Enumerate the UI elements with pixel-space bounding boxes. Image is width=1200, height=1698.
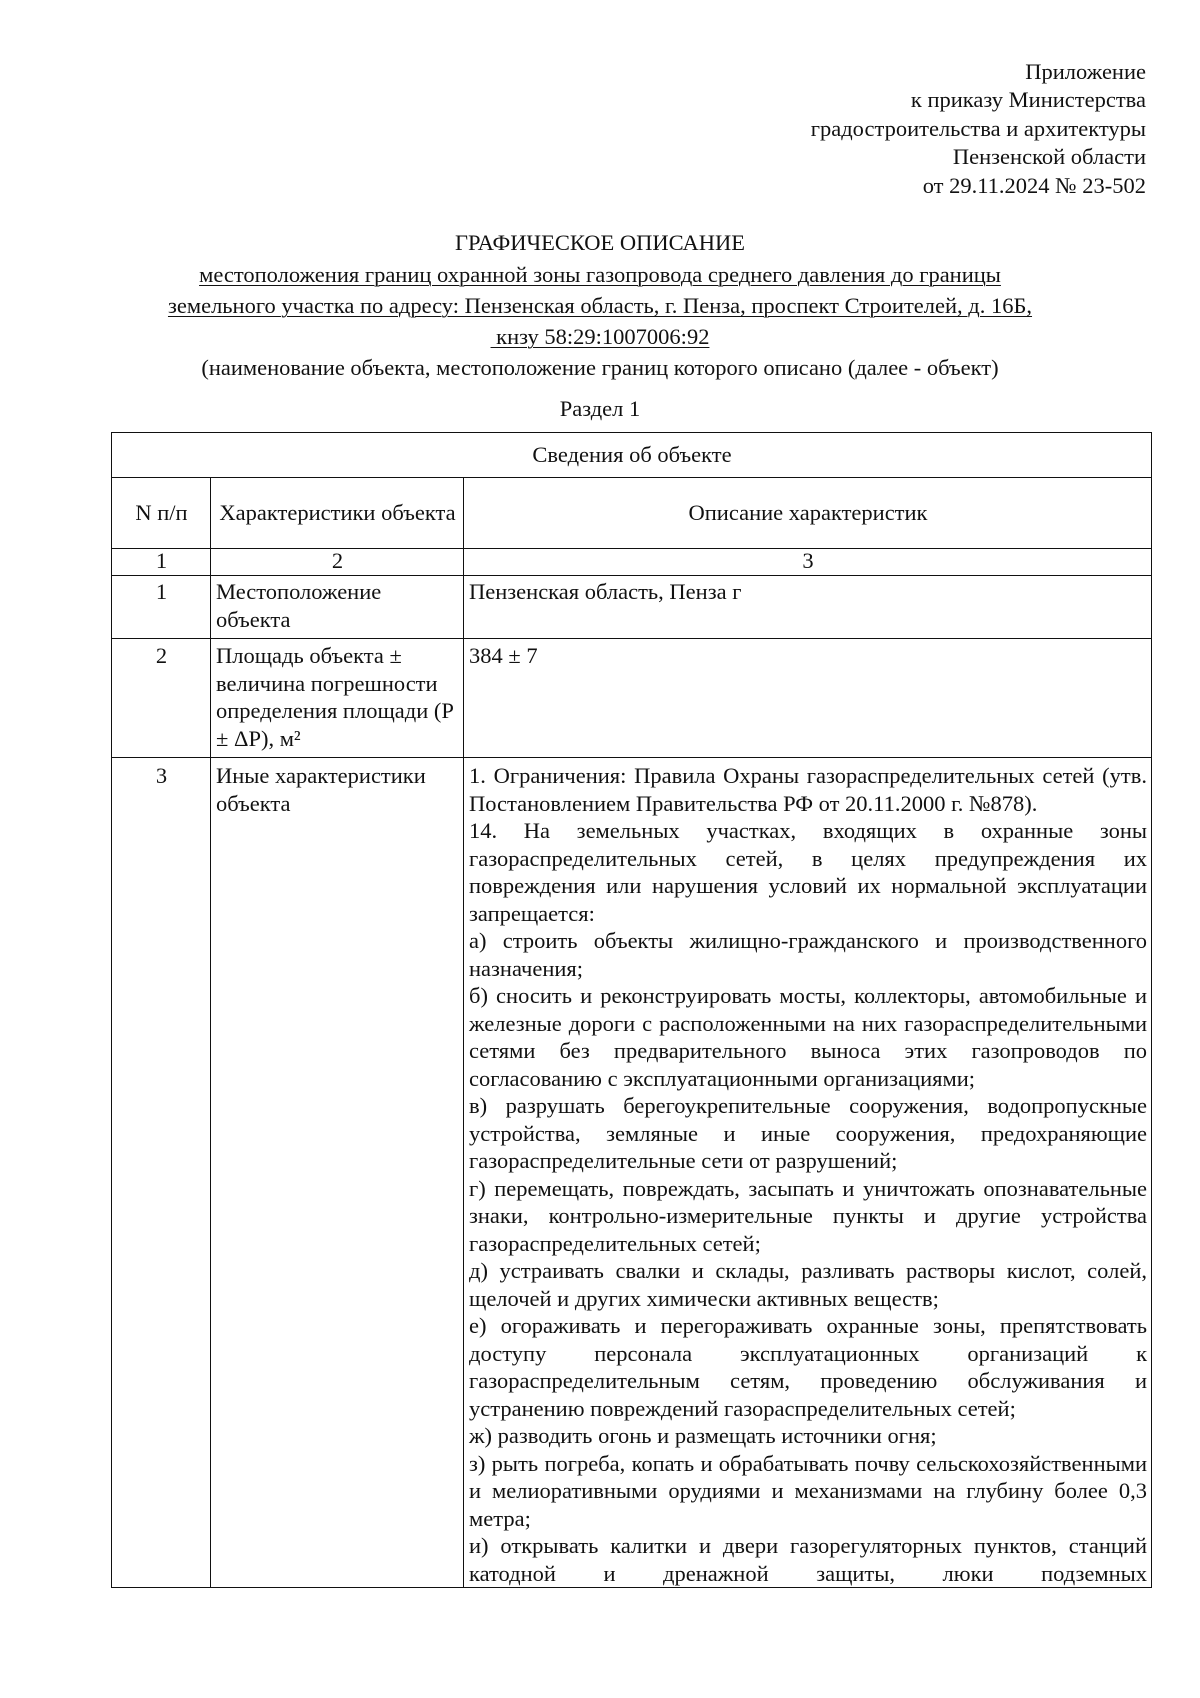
restriction-paragraph: г) перемещать, повреждать, засыпать и уничтожать опознавательные знаки, контрольно-измерительные пункты и другие устройства газораспределительных сетей; xyxy=(469,1175,1148,1256)
restriction-paragraph: е) огораживать и перегораживать охранные зоны, препятствовать доступу персонала эксплуатационных организаций к газораспределительным сетям, проведению обслуживания и устранению повреждений газораспределительных сетей; xyxy=(469,1313,1148,1421)
column-header-characteristic: Характеристики объекта xyxy=(211,478,464,549)
section-title: Раздел 1 xyxy=(559,396,641,421)
table-caption-row xyxy=(112,433,1152,478)
restriction-paragraph: 1. Ограничения: Правила Охраны газораспределительных сетей (утв. Постановлением Правительства РФ от 20.11.2000 г. №878). xyxy=(469,763,1148,816)
table-index-row xyxy=(112,549,1152,576)
subtitle-line-2-wrap xyxy=(0,293,1200,319)
row-description: 384 ± 7 xyxy=(464,639,1152,758)
subtitle-line-2: земельного участка по адресу: Пензенская область, г. Пенза, проспект Строителей, д. 16Б, xyxy=(167,293,1033,318)
appendix-block xyxy=(811,58,1146,200)
table-caption: Сведения об объекте xyxy=(112,433,1152,478)
restriction-paragraph: з) рыть погреба, копать и обрабатывать почву сельскохозяйственными и мелиоративными орудиями и механизмами на глубину более 0,3 метра; xyxy=(469,1450,1148,1531)
row-characteristic: Площадь объекта ± величина погрешности определения площади (P ± ΔP), м² xyxy=(211,639,464,758)
object-info-table xyxy=(111,432,1152,1588)
table-row xyxy=(112,576,1152,639)
column-index: 2 xyxy=(211,549,464,576)
restriction-paragraph: 14. На земельных участках, входящих в охранные зоны газораспределительных сетей, в целях предупреждения их повреждения или нарушения условий их нормальной эксплуатации запрещается: xyxy=(469,818,1148,926)
row-description: Пензенская область, Пенза г xyxy=(464,576,1152,639)
restriction-paragraph: а) строить объекты жилищно-гражданского и производственного назначения; xyxy=(469,928,1148,981)
row-number: 3 xyxy=(112,758,211,1588)
row-characteristic: Иные характеристики объекта xyxy=(211,758,464,1588)
appendix-line: от 29.11.2024 № 23-502 xyxy=(922,172,1146,198)
row-description xyxy=(464,758,1152,1588)
table-row xyxy=(112,758,1152,1588)
subtitle-line-1: местоположения границ охранной зоны газопровода среднего давления до границы xyxy=(199,262,1001,287)
subtitle-line-3-wrap xyxy=(0,324,1200,350)
column-index: 1 xyxy=(112,549,211,576)
object-caption: (наименование объекта, местоположение границ которого описано (далее - объект) xyxy=(201,355,999,380)
document-title: ГРАФИЧЕСКОЕ ОПИСАНИЕ xyxy=(454,230,746,255)
row-number: 2 xyxy=(112,639,211,758)
appendix-line: Приложение xyxy=(1025,59,1146,84)
restriction-paragraph: и) открывать калитки и двери газорегуляторных пунктов, станций катодной и дренажной защиты, люки подземных xyxy=(469,1533,1148,1586)
row-number: 1 xyxy=(112,576,211,639)
table-header-row xyxy=(112,478,1152,549)
table-row xyxy=(112,639,1152,758)
column-index: 3 xyxy=(464,549,1152,576)
restriction-paragraph: д) устраивать свалки и склады, разливать растворы кислот, солей, щелочей и других химически активных веществ; xyxy=(469,1258,1148,1311)
restriction-paragraph: ж) разводить огонь и размещать источники огня; xyxy=(469,1423,937,1448)
column-header-description: Описание характеристик xyxy=(464,478,1152,549)
row-characteristic: Местоположение объекта xyxy=(211,576,464,639)
column-header-num: N п/п xyxy=(112,478,211,549)
appendix-line: к приказу Министерства xyxy=(910,87,1146,113)
appendix-line: Пензенской области xyxy=(952,144,1146,170)
restriction-paragraph: в) разрушать берегоукрепительные сооружения, водопропускные устройства, земляные и иные сооружения, предохраняющие газораспределительные сети от разрушений; xyxy=(469,1093,1148,1173)
appendix-line: градостроительства и архитектуры xyxy=(810,115,1146,141)
subtitle-line-1-wrap xyxy=(0,262,1200,288)
restriction-paragraph: б) сносить и реконструировать мосты, коллекторы, автомобильные и железные дороги с расположенными на них газораспределительными сетями без предварительного выноса этих газопроводов по согласованию с эксплуатационными организациями; xyxy=(469,983,1148,1091)
subtitle-line-3: кнзу 58:29:1007006:92 xyxy=(490,324,710,349)
